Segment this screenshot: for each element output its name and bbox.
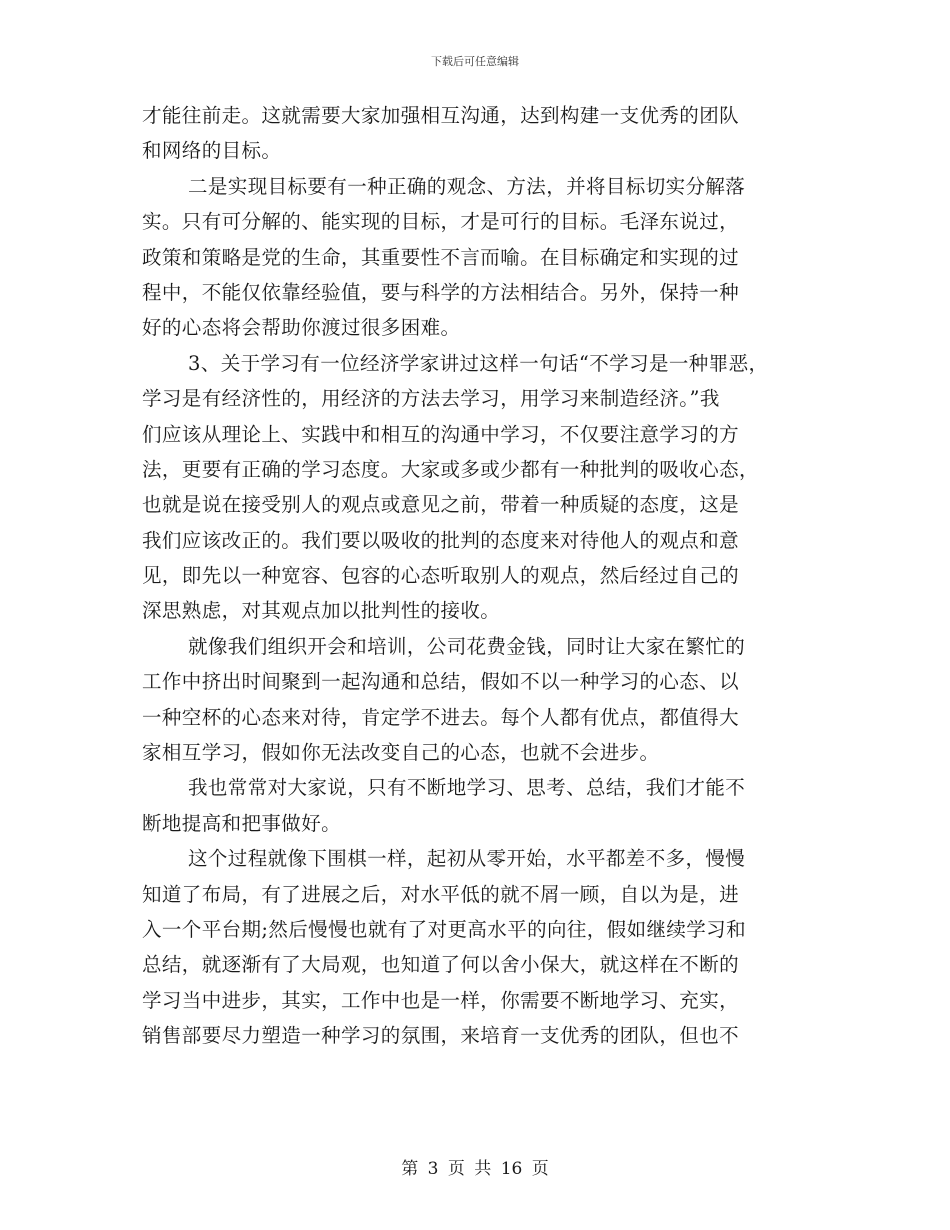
- paragraph-start: 3、关于学习有一位经济学家讲过这样一句话“不学习是一种罪恶，: [188, 351, 769, 375]
- text-line: 入一个平台期;然后慢慢也就有了对更高水平的向往，假如继续学习和: [142, 917, 746, 941]
- text-line: 断地提高和把事做好。: [142, 811, 342, 835]
- text-line: 法，更要有正确的学习态度。大家或多或少都有一种批判的吸收心态，: [142, 457, 759, 481]
- text-line: 家相互学习，假如你无法改变自己的心态，也就不会进步。: [142, 741, 660, 765]
- text-line: 深思熟虑，对其观点加以批判性的接收。: [142, 599, 501, 623]
- text-line: 销售部要尽力塑造一种学习的氛围，来培育一支优秀的团队，但也不: [142, 1024, 740, 1048]
- text-line: 也就是说在接受别人的观点或意见之前，带着一种质疑的态度，这是: [142, 493, 740, 517]
- text-line: 一种空杯的心态来对待，肯定学不进去。每个人都有优点，都值得大: [142, 705, 740, 729]
- text-line: 好的心态将会帮助你渡过很多困难。: [142, 316, 461, 340]
- text-line: 学习当中进步，其实，工作中也是一样，你需要不断地学习、充实，: [142, 988, 740, 1012]
- text-line: 知道了布局，有了进展之后，对水平低的就不屑一顾，自以为是，进: [142, 882, 740, 906]
- text-line: 程中，不能仅依靠经验值，要与科学的方法相结合。另外，保持一种: [142, 280, 740, 304]
- text-line: 工作中挤出时间聚到一起沟通和总结，假如不以一种学习的心态、以: [142, 670, 740, 694]
- paragraph-start: 二是实现目标要有一种正确的观念、方法，并将目标切实分解落: [188, 174, 746, 198]
- text-line: 学习是有经济性的，用经济的方法去学习，用学习来制造经济。”我: [142, 387, 720, 411]
- text-line: 总结，就逐渐有了大局观，也知道了何以舍小保大，就这样在不断的: [142, 953, 740, 977]
- document-body: [142, 98, 807, 1054]
- text-line: 实。只有可分解的、能实现的目标，才是可行的目标。毛泽东说过，: [142, 210, 740, 234]
- paragraph-start: 这个过程就像下围棋一样，起初从零开始，水平都差不多，慢慢: [188, 847, 746, 871]
- text-line: 我们应该改正的。我们要以吸收的批判的态度来对待他人的观点和意: [142, 528, 740, 552]
- paragraph-start: 就像我们组织开会和培训，公司花费金钱，同时让大家在繁忙的: [188, 634, 746, 658]
- text-line: 政策和策略是党的生命，其重要性不言而喻。在目标确定和实现的过: [142, 245, 740, 269]
- page-number-footer: 第 3 页 共 16 页: [401, 1159, 549, 1179]
- text-line: 见，即先以一种宽容、包容的心态听取别人的观点，然后经过自己的: [142, 564, 740, 588]
- text-line: 和网络的目标。: [142, 139, 282, 163]
- page-header: 下载后可任意编辑: [431, 55, 519, 68]
- paragraph-start: 我也常常对大家说，只有不断地学习、思考、总结，我们才能不: [188, 776, 746, 800]
- text-line: 才能往前走。这就需要大家加强相互沟通，达到构建一支优秀的团队: [142, 104, 740, 127]
- text-line: 们应该从理论上、实践中和相互的沟通中学习，不仅要注意学习的方: [142, 422, 740, 446]
